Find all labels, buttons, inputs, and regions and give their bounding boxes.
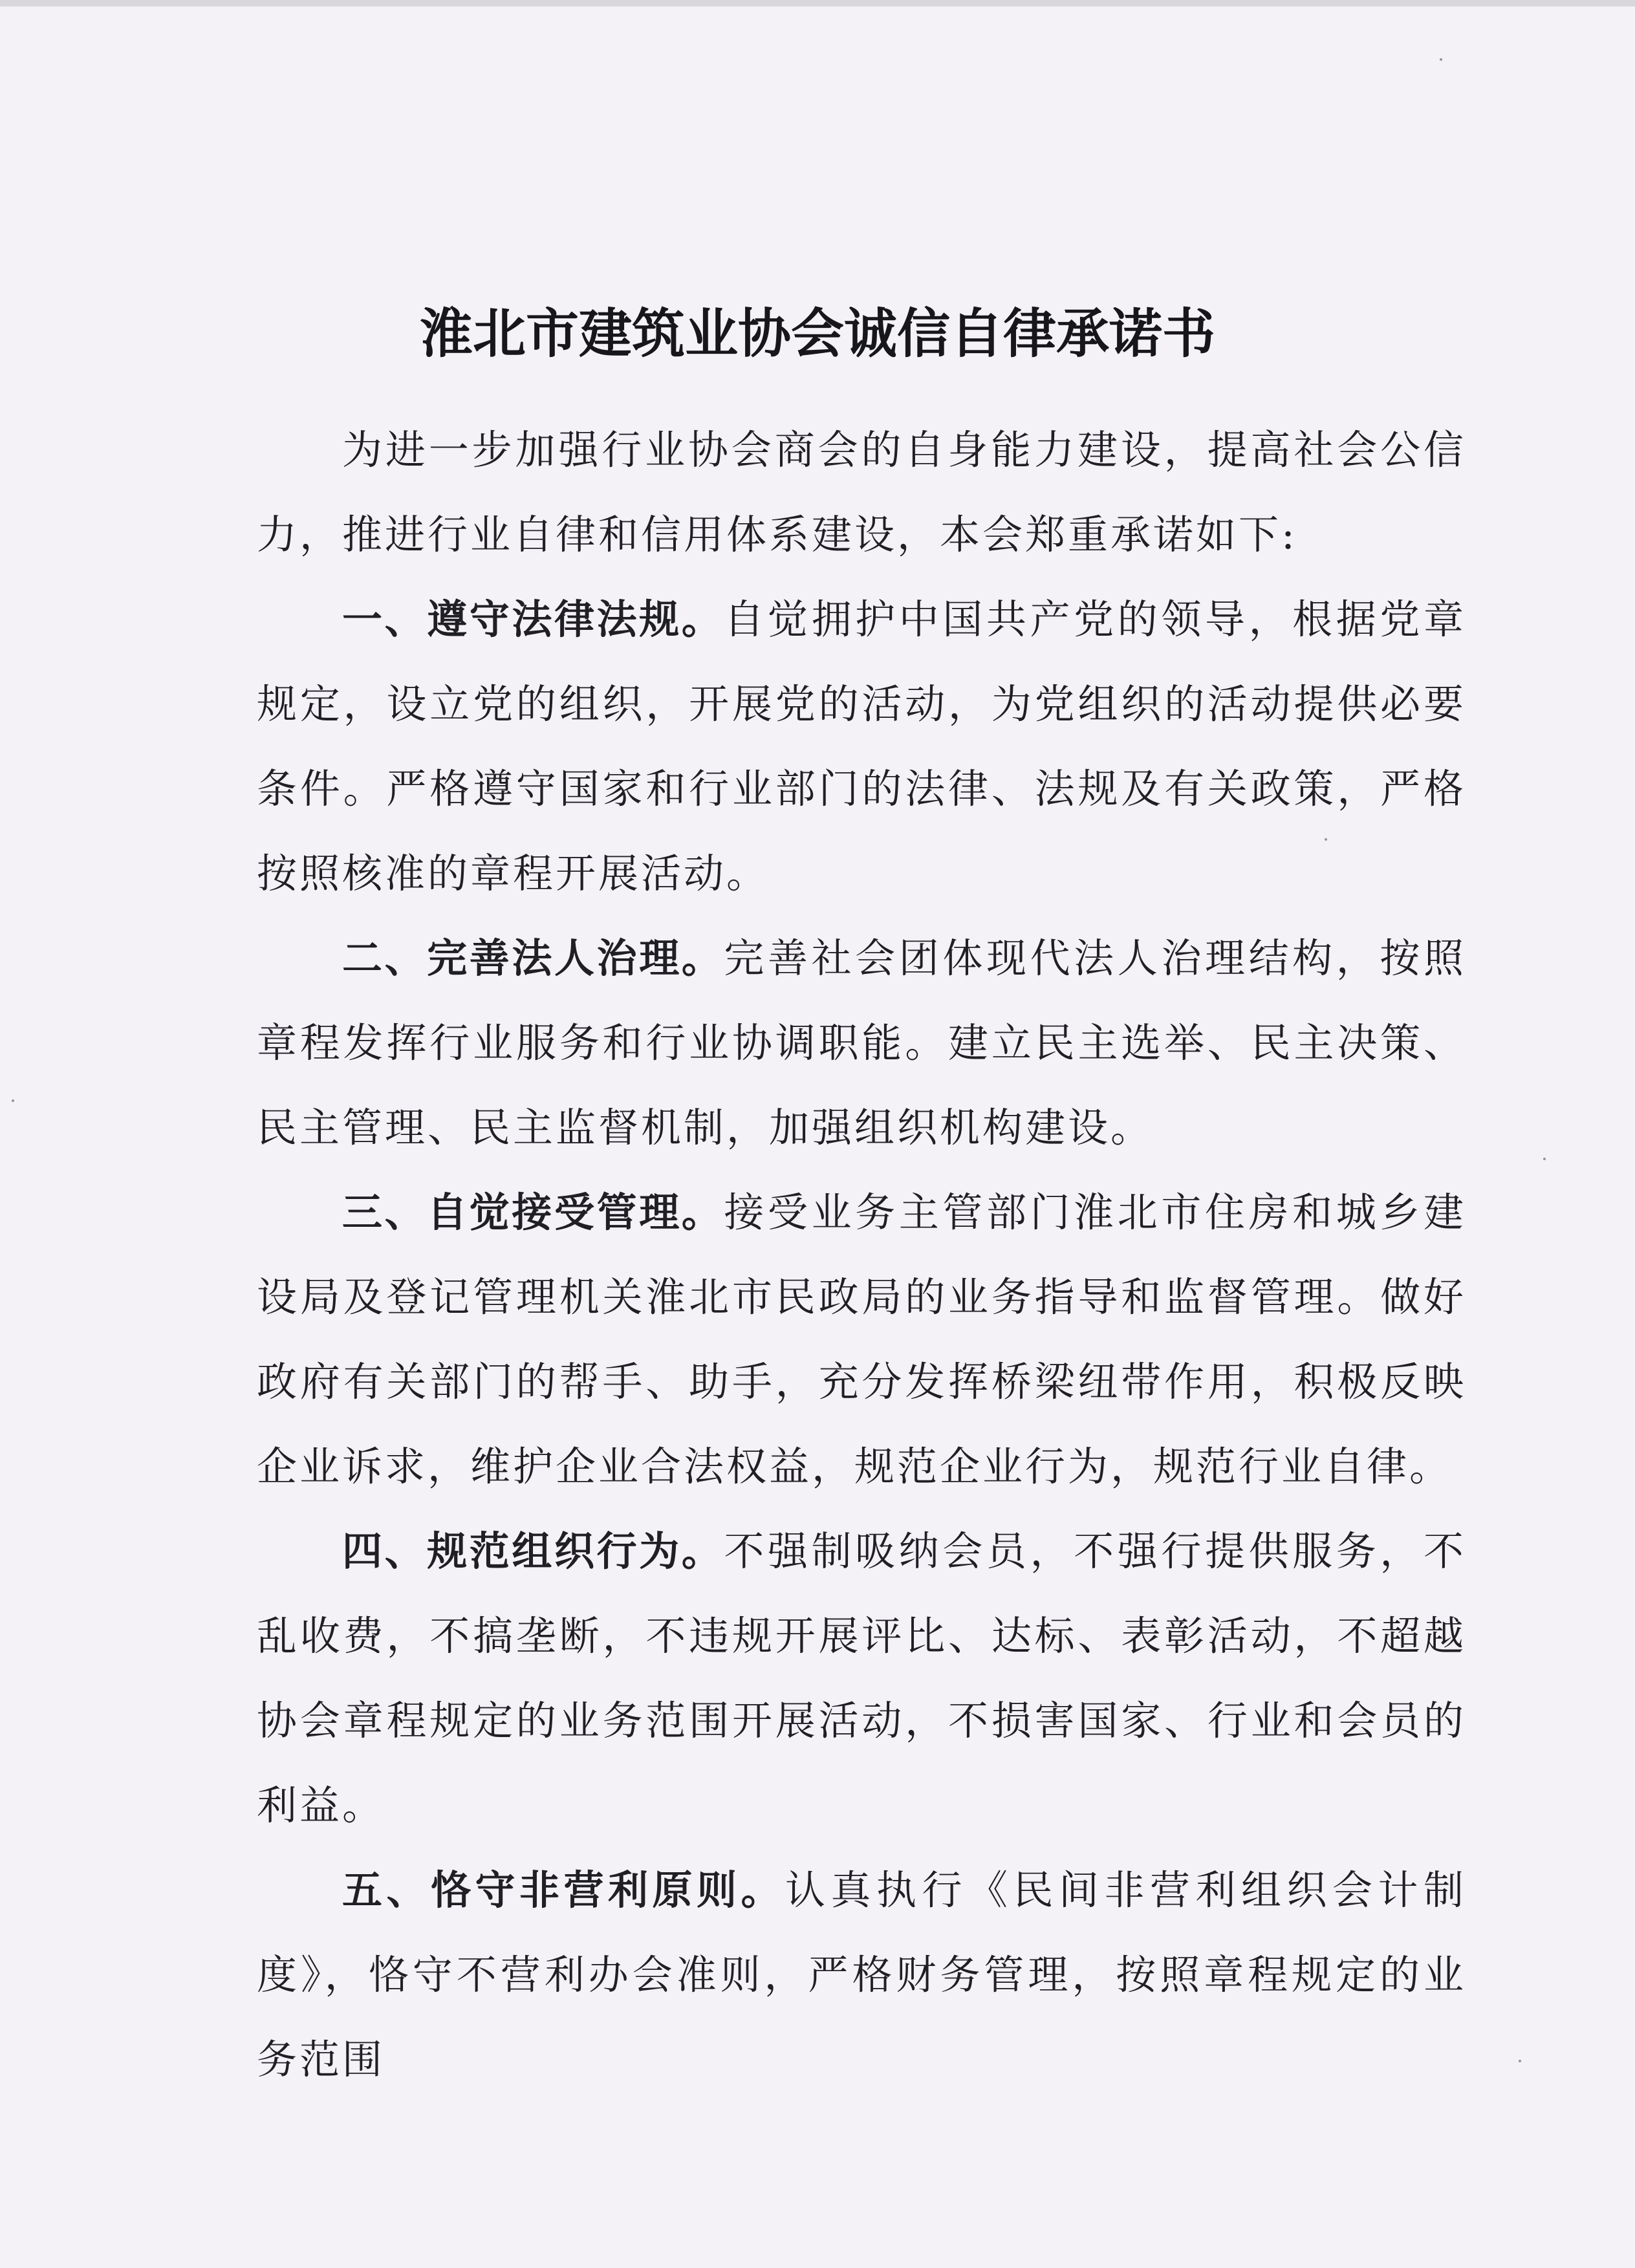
intro-paragraph: 为进一步加强行业协会商会的自身能力建设，提高社会公信力，推进行业自律和信用体系建设，本会郑重承诺如下:: [257, 426, 1466, 558]
document-body: [257, 407, 1466, 2102]
section-2-paragraph: [257, 916, 1466, 1170]
document-title: 淮北市建筑业协会诚信自律承诺书: [419, 303, 1215, 365]
section-4-text: 不强制吸纳会员，不强行提供服务，不乱收费，不搞垄断，不违规开展评比、达标、表彰活动，不超越协会章程规定的业务范围开展活动，不损害国家、行业和会员的利益。: [257, 1528, 1466, 1829]
scan-speck: [1440, 58, 1442, 61]
section-5-text: 认真执行《民间非营利组织会计制度》，恪守不营利办会准则，严格财务管理，按照章程规定的业务范围: [257, 1866, 1466, 2083]
scan-speck: [1519, 2060, 1521, 2062]
section-1-text: 自觉拥护中国共产党的领导，根据党章规定，设立党的组织，开展党的活动，为党组织的活动提供必要条件。严格遵守国家和行业部门的法律、法规及有关政策，严格按照核准的章程开展活动。: [257, 596, 1466, 897]
scan-speck: [12, 1099, 14, 1102]
scan-top-edge: [0, 0, 1635, 6]
section-2-text: 完善社会团体现代法人治理结构，按照章程发挥行业服务和行业协调职能。建立民主选举、民主决策、民主管理、民主监督机制，加强组织机构建设。: [257, 934, 1466, 1151]
section-3-heading: 三、自觉接受管理。: [342, 1189, 724, 1236]
section-3-text: 接受业务主管部门淮北市住房和城乡建设局及登记管理机关淮北市民政局的业务指导和监督管理。做好政府有关部门的帮手、助手，充分发挥桥梁纽带作用，积极反映企业诉求，维护企业合法权益，规范企业行为，规范行业自律。: [257, 1189, 1466, 1490]
section-5-paragraph: [257, 1848, 1466, 2102]
section-4-heading: 四、规范组织行为。: [342, 1528, 724, 1575]
section-3-paragraph: [257, 1170, 1466, 1509]
scan-speck: [1543, 1158, 1546, 1160]
section-1-paragraph: [257, 577, 1466, 916]
scan-speck: [1325, 838, 1327, 841]
section-4-paragraph: [257, 1509, 1466, 1848]
section-5-heading: 五、恪守非营利原则。: [342, 1866, 785, 1914]
section-1-heading: 一、遵守法律法规。: [342, 596, 724, 643]
section-2-heading: 二、完善法人治理。: [342, 934, 724, 982]
